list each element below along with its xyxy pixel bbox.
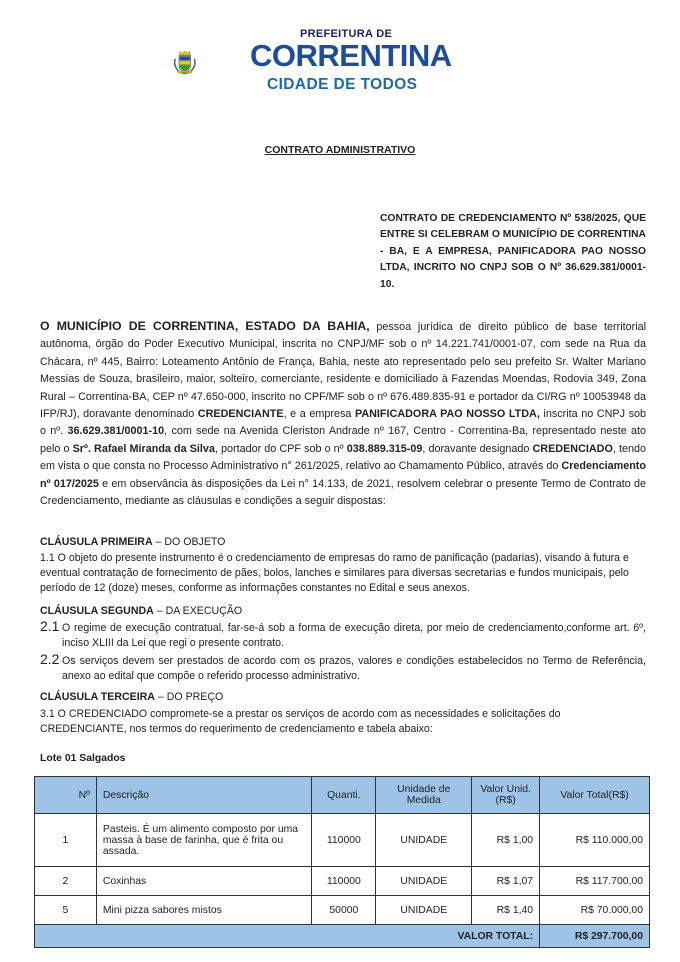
intro-text-3: inscrita no CNPJ sob o nº. xyxy=(40,408,646,438)
clause-2-1-number: 2.1 xyxy=(40,618,60,634)
header-unit-value: Valor Unid.(R$) xyxy=(472,777,540,814)
clause-2-2-number: 2.2 xyxy=(40,651,60,667)
cell-number: 2 xyxy=(35,867,97,896)
intro-credenciado: CREDENCIADO xyxy=(532,442,613,455)
cell-unit: UNIDADE xyxy=(376,867,472,896)
cell-number: 5 xyxy=(35,896,97,925)
intro-text-2: , e a empresa xyxy=(283,408,355,421)
intro-text-6: , doravante designado xyxy=(422,442,533,455)
intro-lead: O MUNICÍPIO DE CORRENTINA, ESTADO DA BAHIA, xyxy=(40,319,370,333)
intro-credenciante: CREDENCIANTE xyxy=(197,408,284,421)
cell-unit: UNIDADE xyxy=(376,814,472,867)
intro-cpf: 038.889.315-09 xyxy=(346,442,423,455)
cell-description: Pasteis. É um alimento composto por uma massa à base de farinha, que é frita ou assada. xyxy=(96,814,312,867)
table-header-row xyxy=(35,777,650,814)
clause-3-heading xyxy=(40,691,223,703)
logo-prefeitura-text: PREFEITURA DE xyxy=(300,28,393,40)
header-number: Nº xyxy=(35,777,97,814)
cell-unit-value: R$ 1,40 xyxy=(472,896,540,925)
table-total-row xyxy=(35,925,650,948)
contract-summary: CONTRATO DE CREDENCIAMENTO Nº 538/2025, QUE ENTRE SI CELEBRAM O MUNICÍPIO DE CORRENTINA - BA, E A EMPRESA, PANIFICADORA PAO NOSSO LTDA, INCRITO NO CNPJ SOB O Nº 36.629.381/0001-10. xyxy=(380,213,646,290)
clause-2-subtitle: – DA EXECUÇÃO xyxy=(153,605,243,617)
clause-3-text: 3.1 O CREDENCIADO compromete-se a prestar os serviços de acordo com as necessidades e solicitações do CREDENCIANTE, nos termos do requerimento de credenciamento e tabela abaixo: xyxy=(40,708,561,736)
cell-quantity: 50000 xyxy=(312,896,376,925)
cell-total-value: R$ 117.700,00 xyxy=(540,867,650,896)
cell-quantity: 110000 xyxy=(312,867,376,896)
table-row xyxy=(35,896,650,925)
logo-city-text: CORRENTINA xyxy=(250,38,452,73)
table-row xyxy=(35,814,650,867)
municipality-seal-logo xyxy=(172,22,252,102)
cell-unit-value: R$ 1,00 xyxy=(472,814,540,867)
clause-2-title: CLÁUSULA SEGUNDA xyxy=(40,605,154,617)
table-row xyxy=(35,867,650,896)
lote-title: Lote 01 Salgados xyxy=(40,753,126,764)
clause-1-subtitle: – DO OBJETO xyxy=(152,536,226,548)
header-unit: Unidade de Medida xyxy=(376,777,472,814)
clause-3-subtitle: – DO PREÇO xyxy=(154,691,224,703)
clause-1-title: CLÁUSULA PRIMEIRA xyxy=(40,536,153,548)
cell-description: Coxinhas xyxy=(96,867,312,896)
total-value: R$ 297.700,00 xyxy=(540,925,650,948)
cell-total-value: R$ 70.000,00 xyxy=(540,896,650,925)
header-total-value: Valor Total(R$) xyxy=(540,777,650,814)
cell-quantity: 110000 xyxy=(312,814,376,867)
intro-credenciamento: Credenciamento nº 017/2025 xyxy=(40,460,646,490)
logo-slogan-text: CIDADE DE TODOS xyxy=(267,76,418,93)
cell-total-value: R$ 110.000,00 xyxy=(540,814,650,867)
cell-number: 1 xyxy=(35,814,97,867)
intro-text-1: pessoa jurídica de direito público de base territorial autônoma, órgão do Poder Executivo Municipal, inscrita no CNPJ/MF sob o nº 14.221.741/0001-07, com sede na Rua da Chácara, nº 445, Bairro: Loteamento Antônio de França, Bahia, neste ato representado pelo seu prefeito Sr. Walter Mariano Messias de Souza, brasileiro, maior, solteiro, comerciante, residente e domiciliado à Fazendas Moendas, Rodovia 349, Zona Rural – Correntina-BA, CEP nº 47.650-000, inscrito no CPF/MF sob o nº 676.489.835-91 e portador da CI/RG nº 10053948 da IFP/RJ), doravante denominado xyxy=(40,321,646,421)
total-label: VALOR TOTAL: xyxy=(35,925,540,948)
price-table xyxy=(34,776,650,948)
intro-paragraph xyxy=(40,318,646,510)
document-title: CONTRATO ADMINISTRATIVO xyxy=(264,144,416,156)
intro-text-8: e em observância às disposições da Lei n° 14.133, de 2021, resolvem celebrar o presente Termo de Contrato de Credenciamento, mediante as cláusulas e condições a seguir dispostas: xyxy=(40,477,646,508)
intro-empresa: PANIFICADORA PAO NOSSO LTDA, xyxy=(354,408,540,421)
header-quantity: Quanti. xyxy=(312,777,376,814)
clause-1-heading xyxy=(40,536,225,548)
intro-cnpj: 36.629.381/0001-10 xyxy=(67,425,165,438)
cell-unit-value: R$ 1,07 xyxy=(472,867,540,896)
cell-description: Mini pizza sabores mistos xyxy=(96,896,312,925)
clause-2-2-text: Os serviços devem ser prestados de acordo com os prazos, valores e condições estabelecidos no Termo de Referência, anexo ao edital que compõe o referido processo administrativo. xyxy=(62,655,646,683)
intro-text-5: , portador do CPF sob o nº xyxy=(214,442,347,455)
clause-2-1-text: O regime de execução contratual, far-se-á sob a forma de execução direta, por meio de credenciamento,conforme art. 6º, inciso XLIII da Lei que regi o presente contrato. xyxy=(62,622,646,650)
intro-text-7: , tendo em vista o que consta no Processo Administrativo n° 261/2025, relativo ao Chamamento Público, através do xyxy=(40,442,646,473)
clause-2-1 xyxy=(40,618,646,651)
cell-unit: UNIDADE xyxy=(376,896,472,925)
intro-text-4: , com sede na Avenida Cleriston Andrade nº 167, Centro - Correntina-Ba, representado neste ato pelo o xyxy=(40,425,647,455)
intro-representative: Srº. Rafael Miranda da Silva xyxy=(72,442,215,455)
clause-2-2 xyxy=(40,651,646,684)
clause-3-title: CLÁUSULA TERCEIRA xyxy=(40,691,155,703)
header-description: Descrição xyxy=(96,777,312,814)
clause-2-heading xyxy=(40,605,242,617)
seal-banner-text: CORRENTINA xyxy=(179,72,191,74)
clause-1-text: 1.1 O objeto do presente instrumento é o credenciamento de empresas do ramo de panificação (padarias), visando à futura e eventual contratação de fornecimento de pães, bolos, lanches e similares para diversas secretarias e fundos municipais, pelo período de 12 (doze) meses, conforme as informações constantes no Edital e seus anexos. xyxy=(40,552,629,595)
